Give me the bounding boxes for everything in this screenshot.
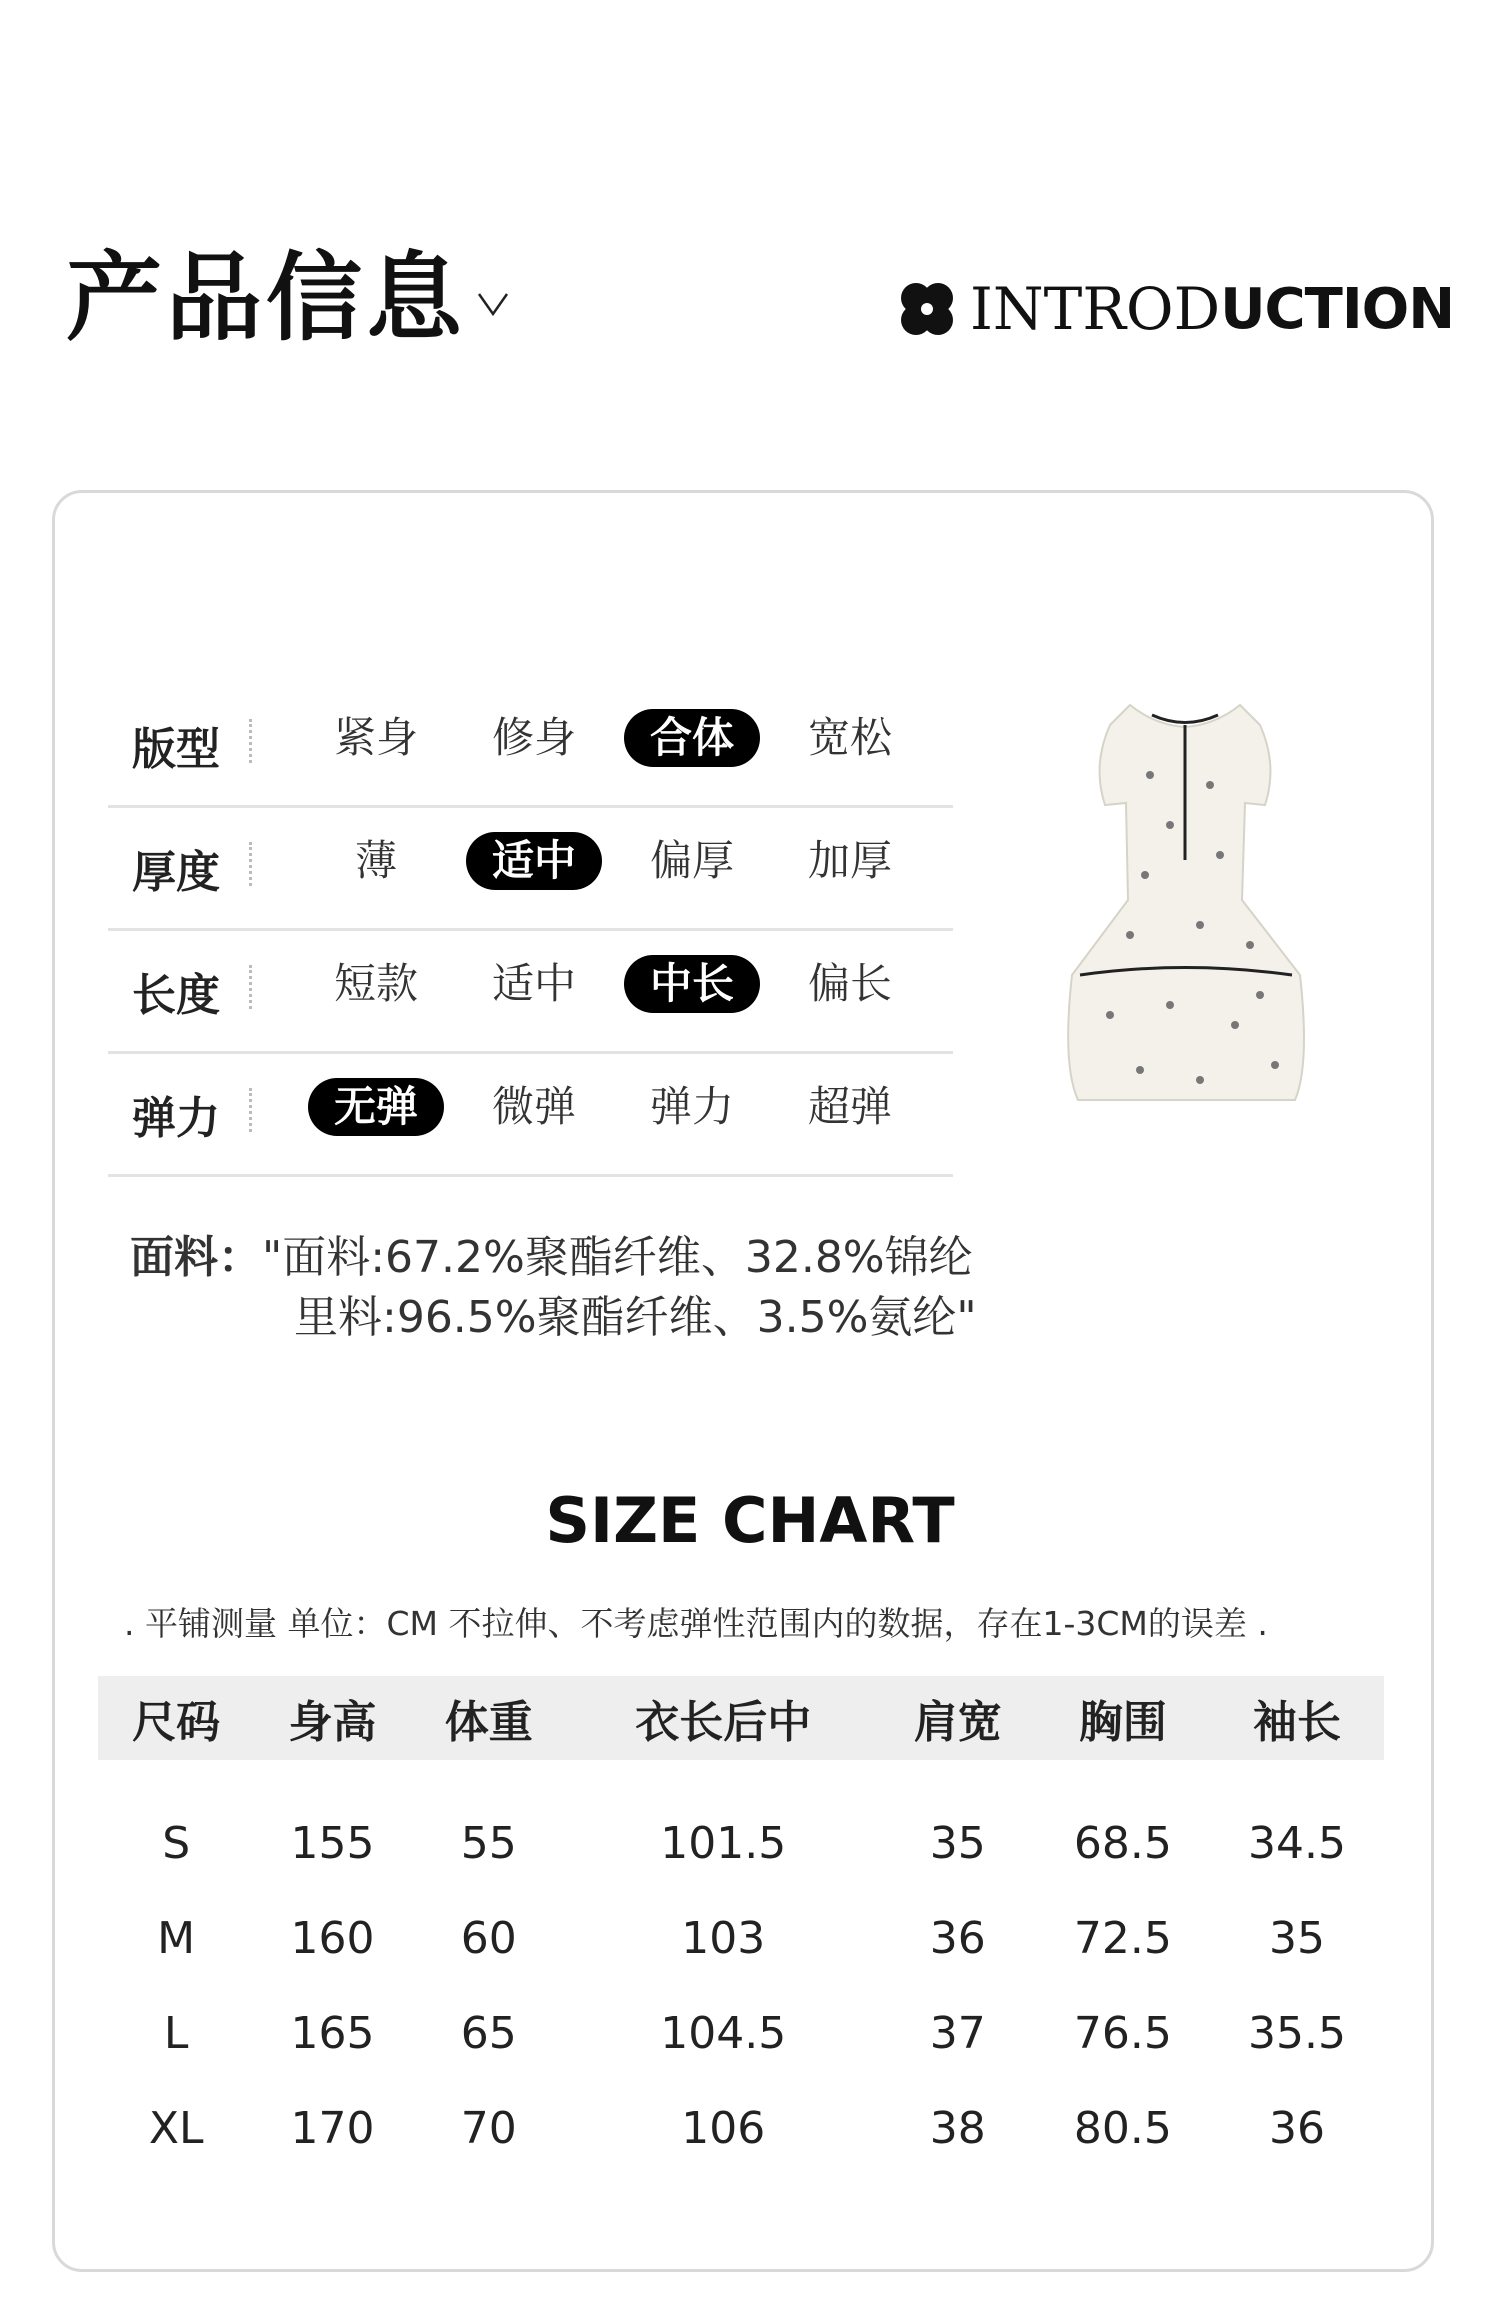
table-header-cell: 衣长后中 (567, 1676, 880, 1760)
attribute-option: 宽松 (807, 713, 892, 762)
fabric-line-2: 里料:96.5%聚酯纤维、3.5%氨纶" (294, 1292, 977, 1343)
page-title: 产品信息 (66, 241, 466, 354)
table-row (98, 1891, 1384, 1986)
attribute-divider (249, 1088, 252, 1132)
attribute-row (108, 1054, 953, 1177)
attribute-row (108, 685, 953, 808)
attribute-option-selected: 适中 (466, 832, 602, 890)
table-cell: 38 (929, 2103, 986, 2154)
attribute-option: 适中 (491, 959, 576, 1008)
table-cell: 65 (460, 2008, 517, 2059)
table-cell: 72.5 (1073, 1913, 1172, 1964)
attribute-option: 紧身 (333, 713, 418, 762)
measurement-note: . 平铺测量 单位：CM 不拉伸、不考虑弹性范围内的数据，存在1-3CM的误差 . (124, 1604, 1268, 1643)
size-table (98, 1676, 1384, 2176)
table-cell: 35.5 (1247, 2008, 1346, 2059)
table-cell: 170 (290, 2103, 375, 2154)
attribute-option: 微弹 (491, 1082, 576, 1131)
table-cell: 76.5 (1073, 2008, 1172, 2059)
table-cell: S (162, 1818, 191, 1869)
table-header-cell: 体重 (411, 1676, 567, 1760)
attribute-list (108, 685, 953, 1177)
table-row (98, 2081, 1384, 2176)
dress-image (1060, 685, 1310, 1105)
attribute-row (108, 931, 953, 1054)
table-header-cell: 尺码 (98, 1676, 254, 1760)
table-cell: XL (148, 2103, 204, 2154)
table-cell: 36 (929, 1913, 986, 1964)
table-cell: 35 (929, 1818, 986, 1869)
attribute-option: 弹力 (649, 1082, 734, 1131)
attribute-option-selected: 中长 (624, 955, 760, 1013)
introduction-heading (898, 276, 1454, 342)
attribute-label: 版型 (132, 724, 220, 775)
table-cell: 155 (290, 1818, 375, 1869)
table-row (98, 1986, 1384, 2081)
attribute-option: 加厚 (807, 836, 892, 885)
table-cell: L (163, 2008, 189, 2059)
intro-text-light: INTROD (970, 275, 1221, 343)
attribute-divider (249, 719, 252, 763)
table-cell: 55 (460, 1818, 517, 1869)
table-cell: 36 (1268, 2103, 1325, 2154)
attribute-divider (249, 965, 252, 1009)
intro-text-bold: UCTION (1220, 276, 1455, 342)
table-cell: 103 (681, 1913, 766, 1964)
table-row (98, 1760, 1384, 1891)
attribute-label: 弹力 (132, 1093, 220, 1144)
attribute-option-selected: 无弹 (308, 1078, 444, 1136)
table-cell: 34.5 (1247, 1818, 1346, 1869)
attribute-option-selected: 合体 (624, 709, 760, 767)
flower-icon (898, 280, 956, 338)
attribute-label: 厚度 (132, 847, 220, 898)
fabric-info (130, 1228, 977, 1348)
table-cell: 101.5 (660, 1818, 787, 1869)
fabric-label: 面料： (130, 1232, 262, 1283)
attribute-option: 短款 (333, 959, 418, 1008)
table-cell: 37 (929, 2008, 986, 2059)
attribute-label: 长度 (132, 970, 220, 1021)
table-cell: 160 (290, 1913, 375, 1964)
table-cell: 165 (290, 2008, 375, 2059)
table-cell: 106 (681, 2103, 766, 2154)
table-cell: M (157, 1913, 196, 1964)
fabric-line-1: "面料:67.2%聚酯纤维、32.8%锦纶 (262, 1232, 973, 1283)
table-cell: 35 (1268, 1913, 1325, 1964)
attribute-option: 超弹 (807, 1082, 892, 1131)
attribute-option: 偏厚 (649, 836, 734, 885)
table-header-cell: 肩宽 (880, 1676, 1036, 1760)
attribute-option: 薄 (354, 836, 397, 885)
table-header-cell: 袖长 (1210, 1676, 1384, 1760)
table-header-cell: 胸围 (1036, 1676, 1210, 1760)
table-header-cell: 身高 (254, 1676, 410, 1760)
table-header-row (98, 1676, 1384, 1760)
table-cell: 80.5 (1073, 2103, 1172, 2154)
chevron-down-icon (476, 286, 510, 320)
table-cell: 68.5 (1073, 1818, 1172, 1869)
attribute-option: 修身 (491, 713, 576, 762)
table-cell: 70 (460, 2103, 517, 2154)
attribute-row (108, 808, 953, 931)
table-cell: 104.5 (660, 2008, 787, 2059)
attribute-option: 偏长 (807, 959, 892, 1008)
attribute-divider (249, 842, 252, 886)
table-cell: 60 (460, 1913, 517, 1964)
size-chart-title: SIZE CHART (545, 1484, 955, 1557)
